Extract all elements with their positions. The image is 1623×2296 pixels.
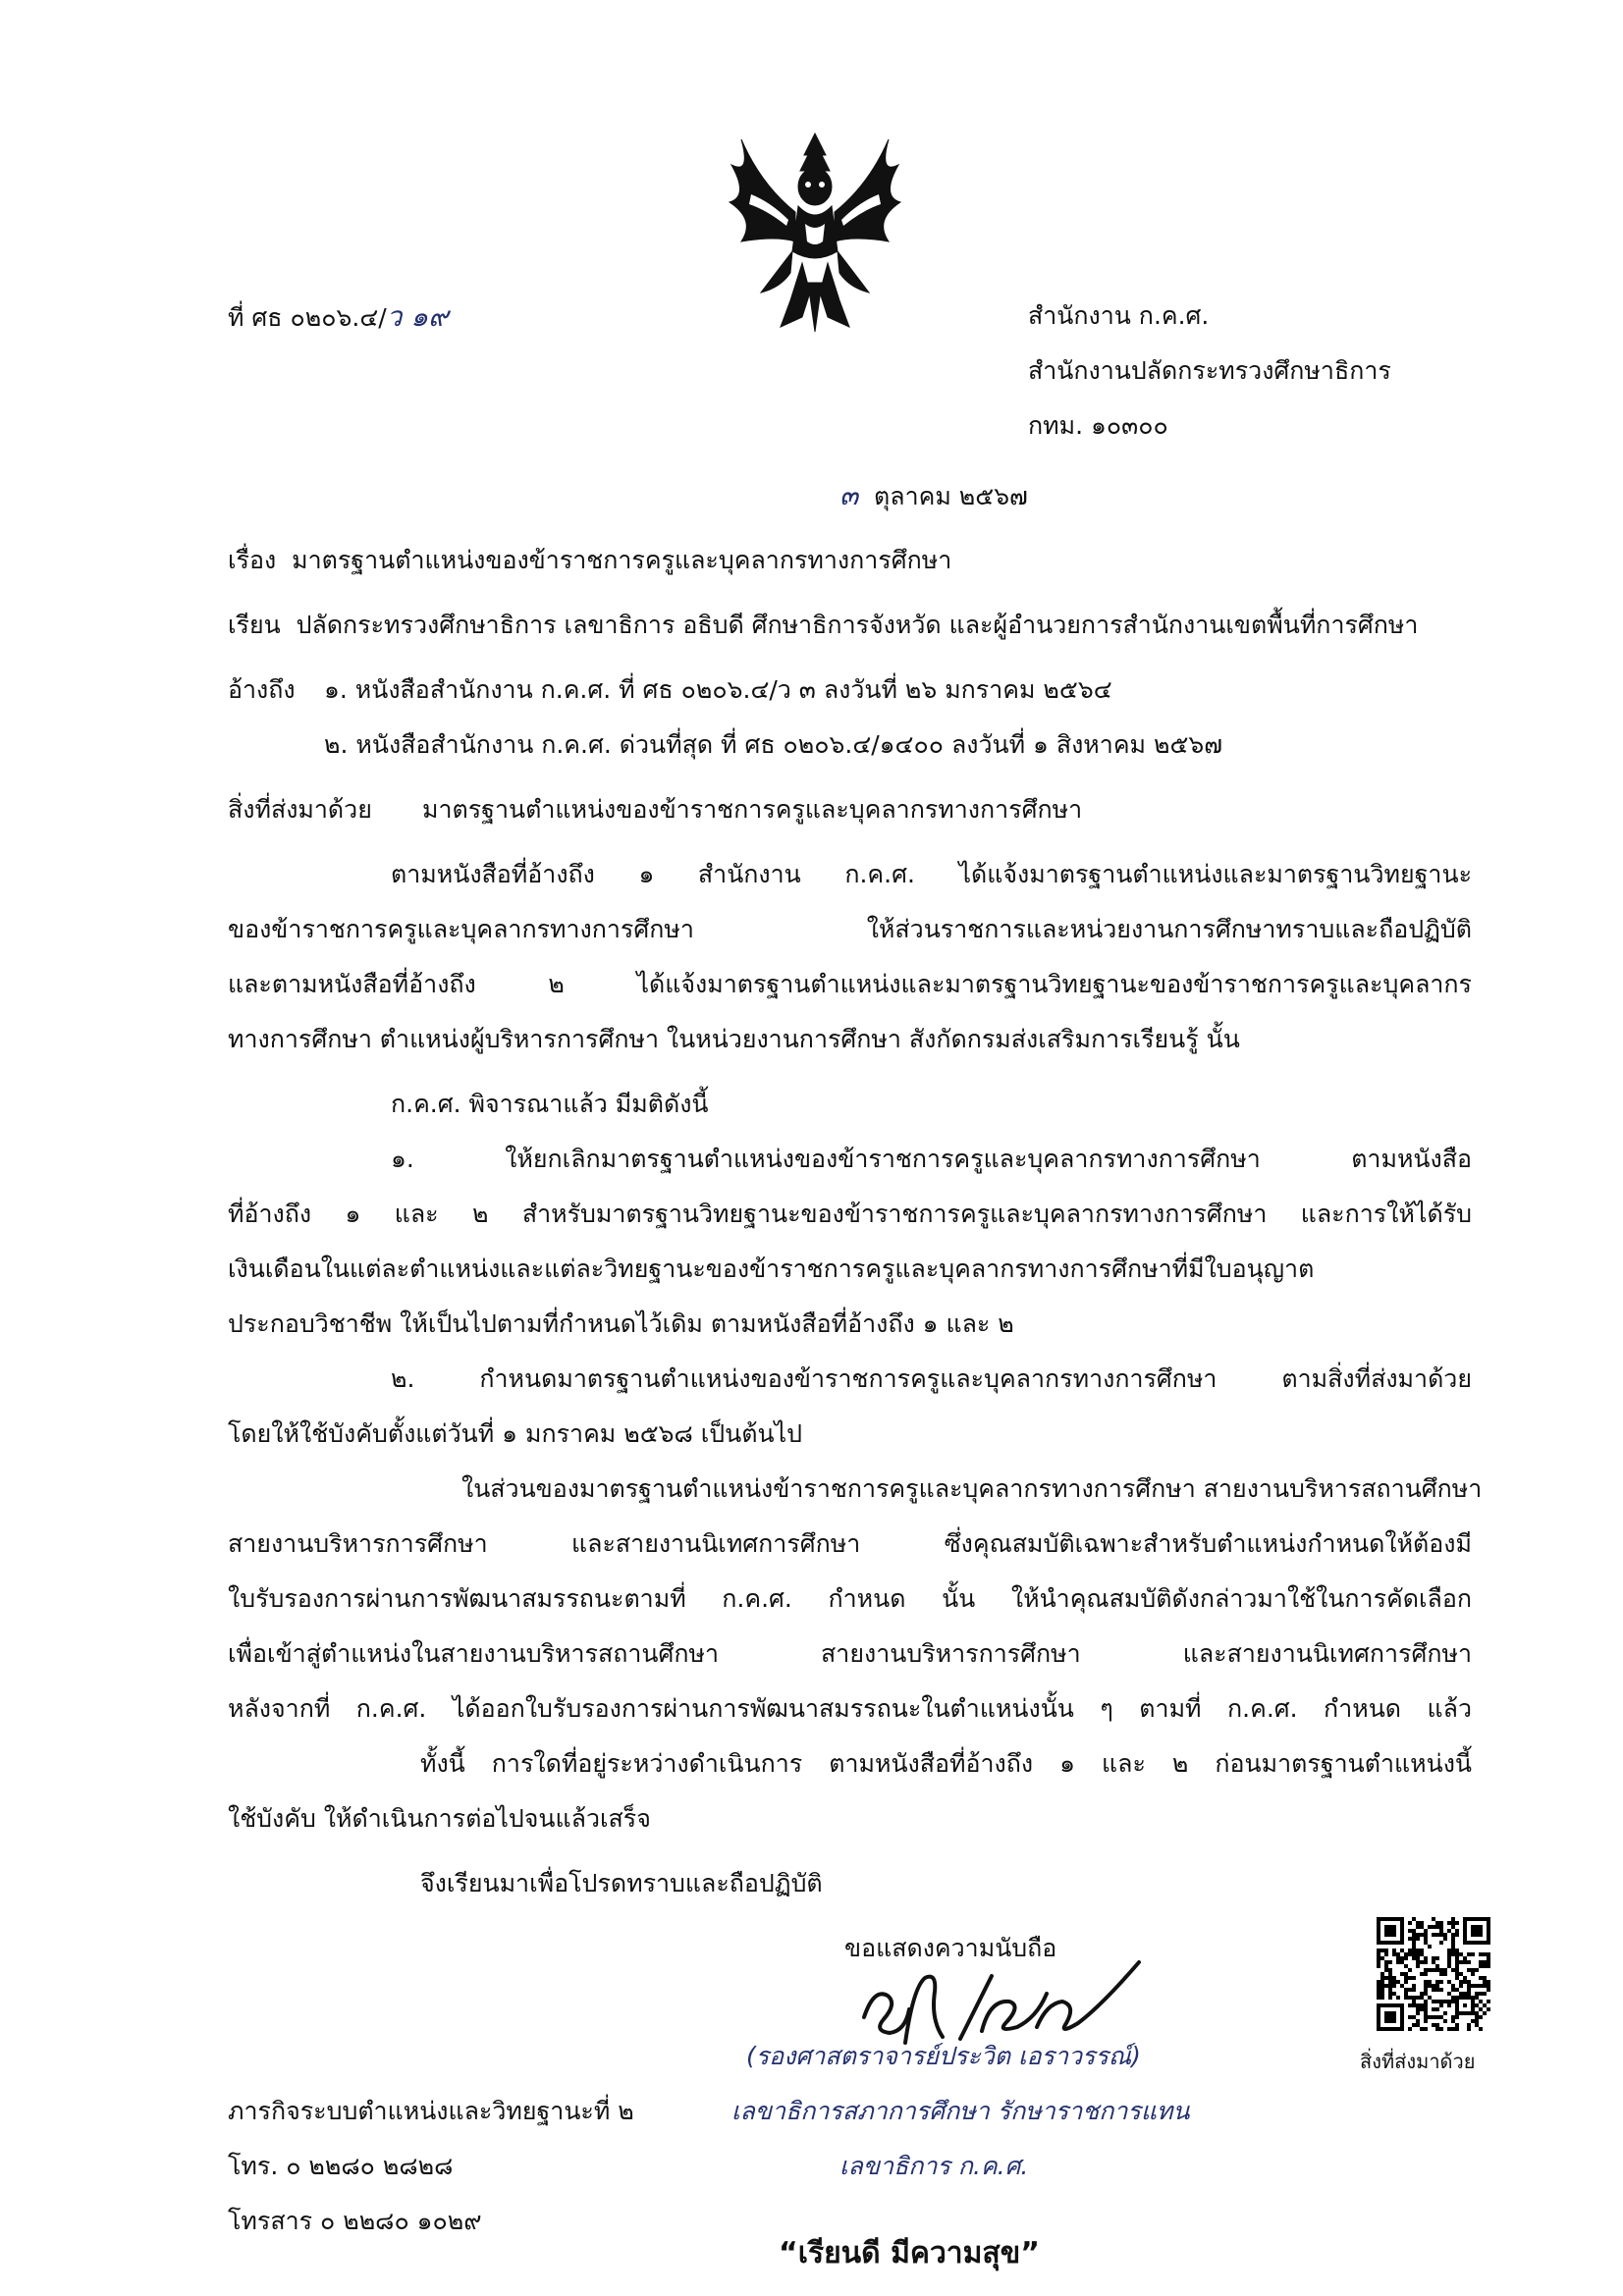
garuda-emblem-icon xyxy=(722,126,908,337)
fax: โทรสาร ๐ ๒๒๘๐ ๑๐๒๙ xyxy=(228,2207,482,2235)
recipient-text: ปลัดกระทรวงศึกษาธิการ เลขาธิการ อธิบดี ศึกษาธิการจังหวัด และผู้อำนวยการสำนักงานเขตพื้นที่การศึกษา xyxy=(296,611,1419,639)
body-p2: ก.ค.ศ. พิจารณาแล้ว มีมติดังนี้ xyxy=(391,1090,709,1118)
closing-sentence: จึงเรียนมาเพื่อโปรดทราบและถือปฏิบัติ xyxy=(420,1869,823,1897)
date-month-year: ตุลาคม ๒๕๖๗ xyxy=(874,482,1028,510)
reference-label: อ้างถึง xyxy=(228,675,296,704)
body-p1-line-2: ของข้าราชการครูและบุคลากรทางการศึกษา ให้ส่วนราชการและหน่วยงานการศึกษาทราบและถือปฏิบัติ xyxy=(228,915,1472,943)
office-name: สำนักงาน ก.ค.ศ. xyxy=(1028,301,1210,330)
subject-line xyxy=(228,548,951,572)
enclosure-text: มาตรฐานตำแหน่งของข้าราชการครูและบุคลากรทางการศึกษา xyxy=(422,795,1083,824)
body-p6-line-2: ใช้บังคับ ให้ดำเนินการต่อไปจนแล้วเสร็จ xyxy=(228,1804,651,1833)
reference-item-1: ๑. หนังสือสำนักงาน ก.ค.ศ. ที่ ศธ ๐๒๐๖.๔/ว ๓ ลงวันที่ ๒๖ มกราคม ๒๕๖๔ xyxy=(324,675,1112,704)
qr-code-icon[interactable] xyxy=(1377,1917,1490,2031)
reference-handwritten-number: ว ๑๙ xyxy=(386,300,449,333)
reference-prefix: ที่ ศธ ๐๒๐๖.๔/ xyxy=(228,303,387,332)
body-p3-line-3: เงินเดือนในแต่ละตำแหน่งและแต่ละวิทยฐานะของข้าราชการครูและบุคลากรทางการศึกษาที่มีใบอนุญาต xyxy=(228,1255,1315,1283)
body-p1-line-3: และตามหนังสือที่อ้างถึง ๒ ได้แจ้งมาตรฐานตำแหน่งและมาตรฐานวิทยฐานะของข้าราชการครูและบุคลากร xyxy=(228,970,1472,998)
body-p3-line-4: ประกอบวิชาชีพ ให้เป็นไปตามที่กำหนดไว้เดิม ตามหนังสือที่อ้างถึง ๑ และ ๒ xyxy=(228,1309,1014,1338)
body-p5-line-4: เพื่อเข้าสู่ตำแหน่งในสายงานบริหารสถานศึกษา สายงานบริหารการศึกษา และสายงานนิเทศการศึกษา xyxy=(228,1639,1472,1668)
body-p4-line-1: ๒. กำหนดมาตรฐานตำแหน่งของข้าราชการครูและบุคลากรทางการศึกษา ตามสิ่งที่ส่งมาด้วย xyxy=(391,1364,1472,1393)
body-p3-line-2: ที่อ้างถึง ๑ และ ๒ สำหรับมาตรฐานวิทยฐานะของข้าราชการครูและบุคลากรทางการศึกษา และการให้ได้รับ xyxy=(228,1200,1472,1228)
qr-caption: สิ่งที่ส่งมาด้วย xyxy=(1360,2050,1476,2073)
body-p5-line-5: หลังจากที่ ก.ค.ศ. ได้ออกใบรับรองการผ่านการพัฒนาสมรรถนะในตำแหน่งนั้น ๆ ตามที่ ก.ค.ศ. กำหนด แล้ว xyxy=(228,1694,1472,1723)
regards-text: ขอแสดงความนับถือ xyxy=(844,1934,1057,1962)
body-p6-line-1: ทั้งนี้ การใดที่อยู่ระหว่างดำเนินการ ตามหนังสือที่อ้างถึง ๑ และ ๒ ก่อนมาตรฐานตำแหน่งนี้ xyxy=(420,1749,1472,1778)
issuing-unit: ภารกิจระบบตำแหน่งและวิทยฐานะที่ ๒ xyxy=(228,2097,634,2125)
body-p1-line-1: ตามหนังสือที่อ้างถึง ๑ สำนักงาน ก.ค.ศ. ได้แจ้งมาตรฐานตำแหน่งและมาตรฐานวิทยฐานะ xyxy=(391,860,1472,888)
signatory-position-1: เลขาธิการสภาการศึกษา รักษาราชการแทน xyxy=(731,2097,1190,2125)
body-p3-line-1: ๑. ให้ยกเลิกมาตรฐานตำแหน่งของข้าราชการครูและบุคลากรทางการศึกษา ตามหนังสือ xyxy=(391,1145,1472,1173)
body-p4-line-2: โดยให้ใช้บังคับตั้งแต่วันที่ ๑ มกราคม ๒๕๖๘ เป็นต้นไป xyxy=(228,1419,803,1448)
body-p5-line-3: ใบรับรองการผ่านการพัฒนาสมรรถนะตามที่ ก.ค.ศ. กำหนด นั้น ให้นำคุณสมบัติดังกล่าวมาใช้ในการคัดเลือก xyxy=(228,1584,1472,1613)
letter-date xyxy=(839,479,1028,511)
subject-label: เรื่อง xyxy=(228,546,277,574)
recipient-label: เรียน xyxy=(228,611,281,639)
telephone: โทร. ๐ ๒๒๘๐ ๒๘๒๘ xyxy=(228,2152,454,2180)
office-postcode: กทม. ๑๐๓๐๐ xyxy=(1028,411,1168,440)
recipient-line xyxy=(228,613,1418,637)
body-p1-line-4: ทางการศึกษา ตำแหน่งผู้บริหารการศึกษา ในหน่วยงานการศึกษา สังกัดกรมส่งเสริมการเรียนรู้ นั้น xyxy=(228,1025,1240,1053)
reference-item-2: ๒. หนังสือสำนักงาน ก.ค.ศ. ด่วนที่สุด ที่ ศธ ๐๒๐๖.๔/๑๔๐๐ ลงวันที่ ๑ สิงหาคม ๒๕๖๗ xyxy=(324,730,1223,759)
date-day-handwritten: ๓ xyxy=(839,479,859,511)
enclosure-label: สิ่งที่ส่งมาด้วย xyxy=(228,795,372,824)
office-ministry: สำนักงานปลัดกระทรวงศึกษาธิการ xyxy=(1028,356,1391,385)
body-p5-line-1: ในส่วนของมาตรฐานตำแหน่งข้าราชการครูและบุคลากรทางการศึกษา สายงานบริหารสถานศึกษา xyxy=(461,1474,1483,1503)
body-p5-line-2: สายงานบริหารการศึกษา และสายงานนิเทศการศึกษา ซึ่งคุณสมบัติเฉพาะสำหรับตำแหน่งกำหนดให้ต้องมี xyxy=(228,1529,1472,1558)
signatory-position-2: เลขาธิการ ก.ค.ศ. xyxy=(839,2152,1029,2180)
slogan: “เรียนดี มีความสุข” xyxy=(779,2236,1040,2270)
subject-text: มาตรฐานตำแหน่งของข้าราชการครูและบุคลากรทางการศึกษา xyxy=(292,546,952,574)
reference-number xyxy=(228,300,449,333)
signatory-name: (รองศาสตราจารย์ประวิต เอราวรรณ์) xyxy=(746,2042,1141,2070)
